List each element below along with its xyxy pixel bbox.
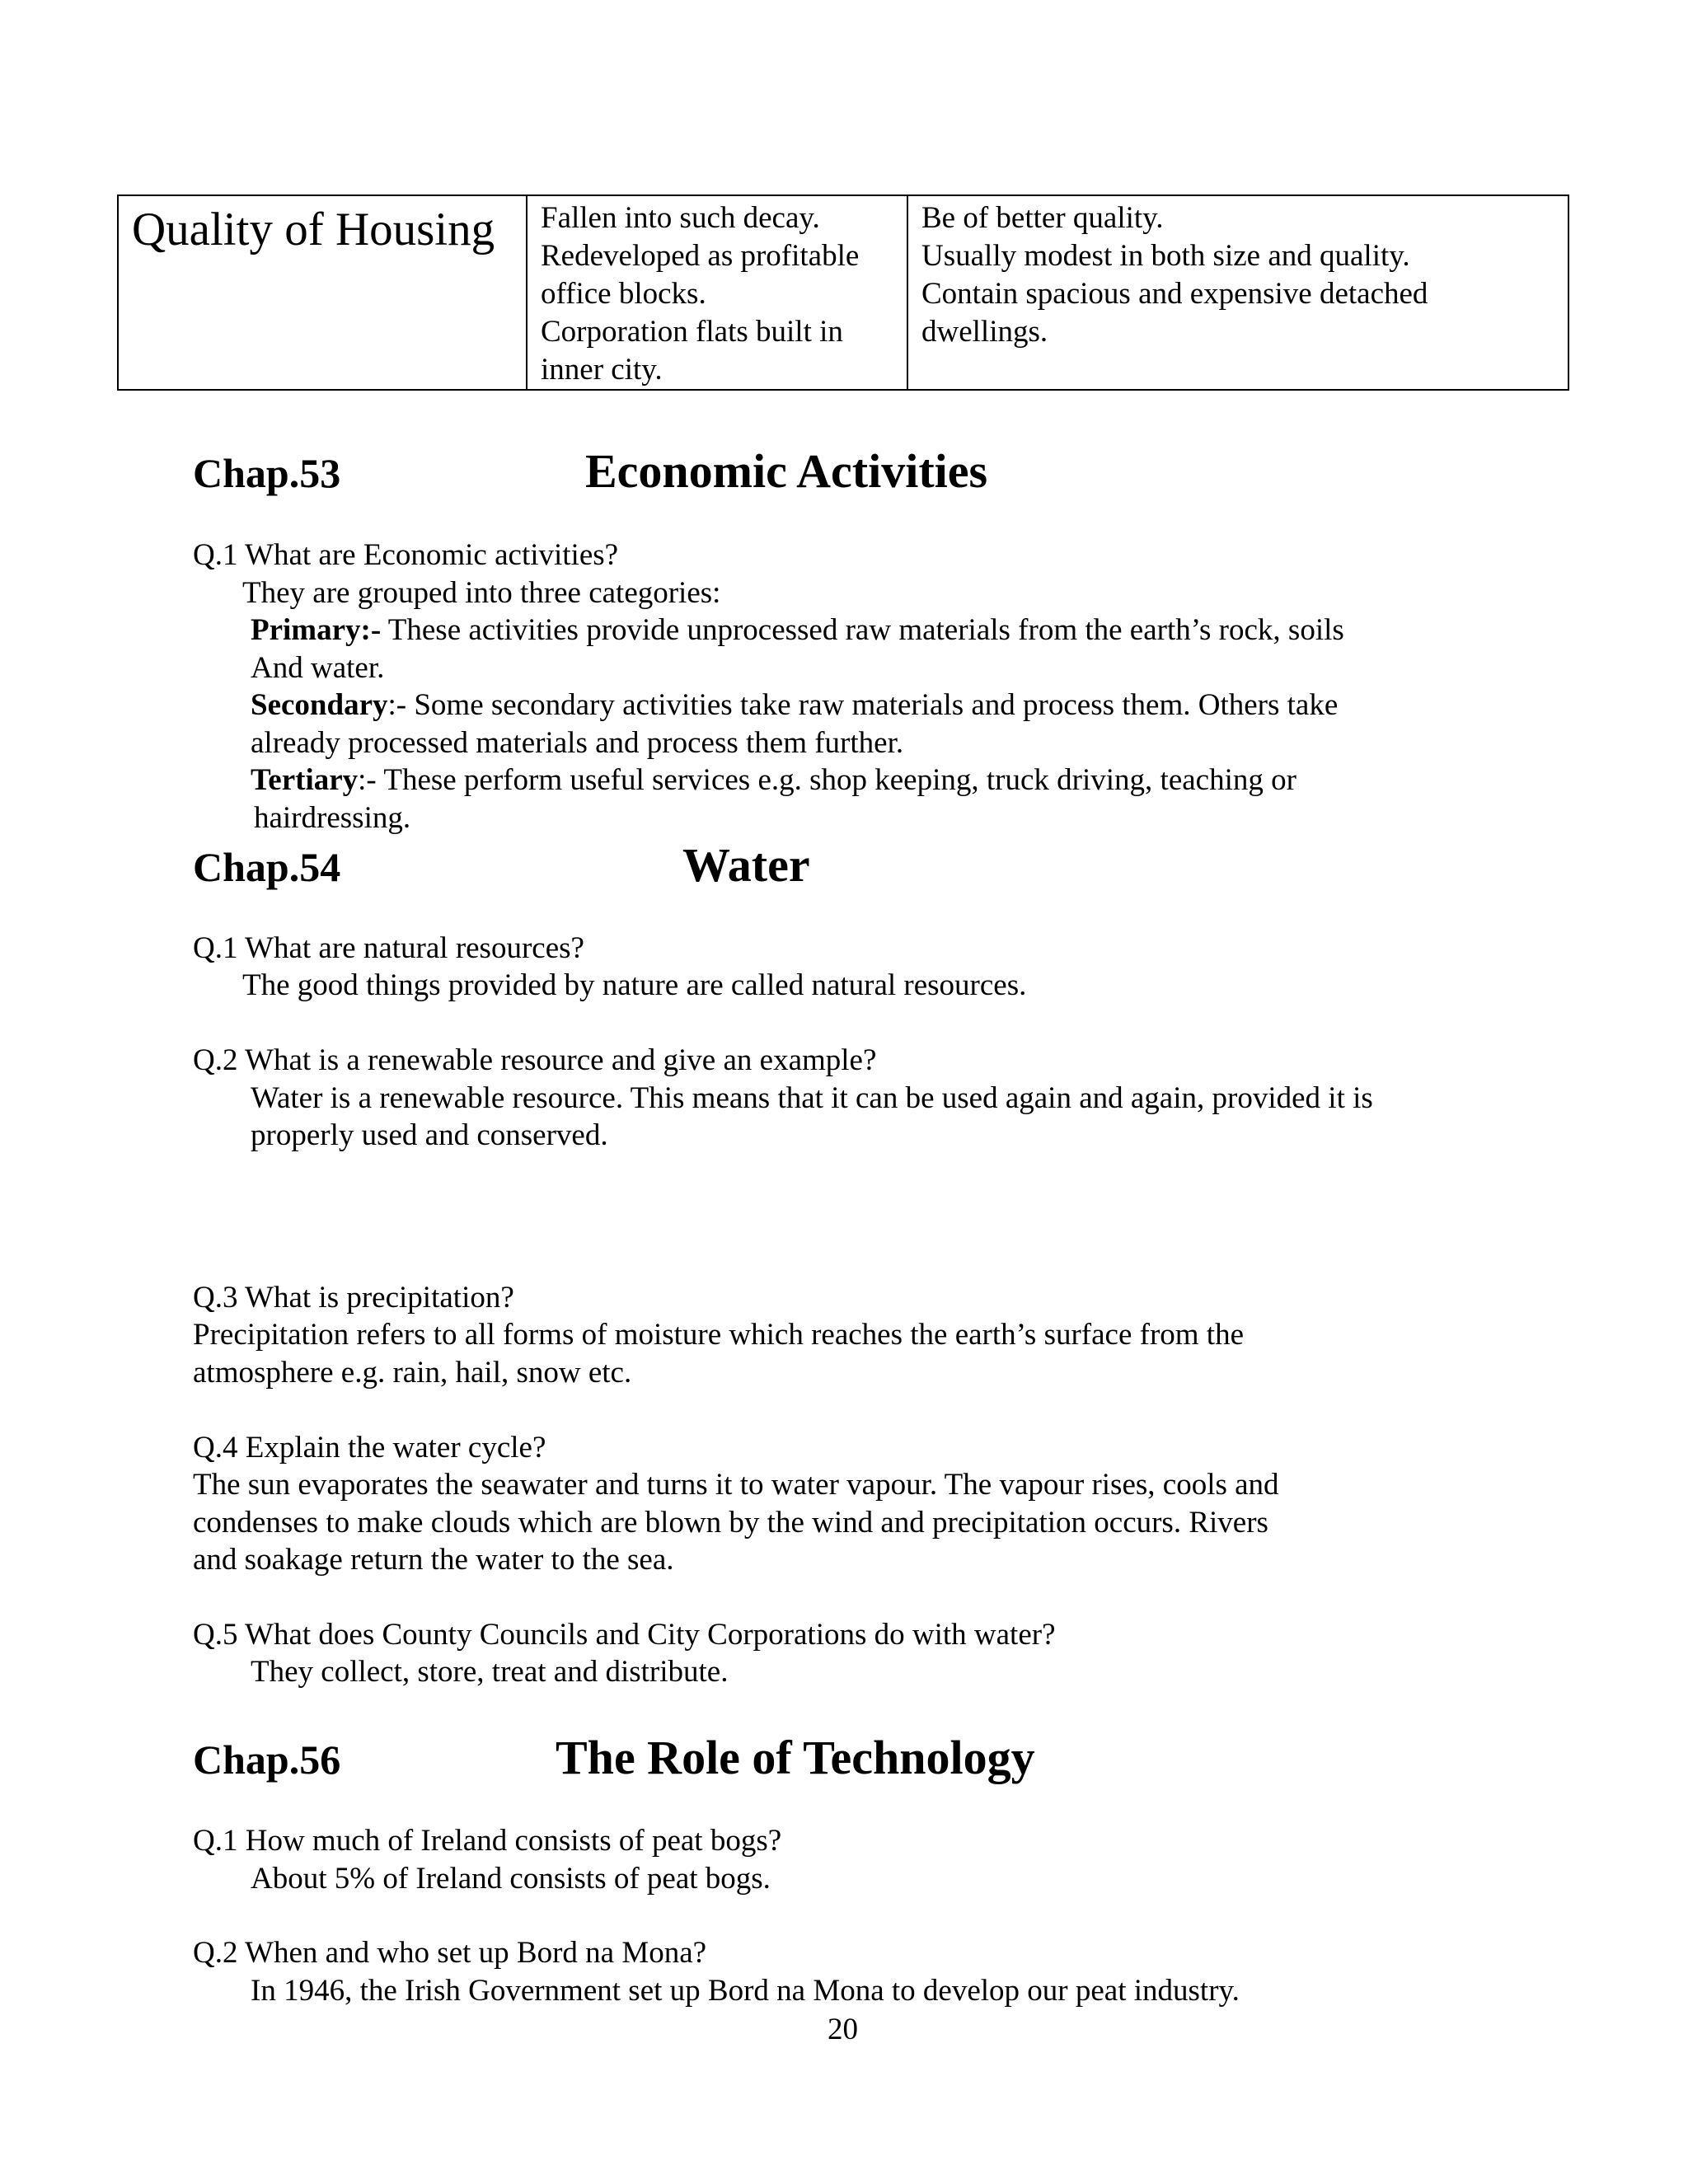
term-label: Primary:- [251, 613, 382, 647]
question: Q.5 What does County Councils and City Corporations do with water? [193, 1618, 1056, 1652]
chapter-title: Economic Activities [585, 444, 988, 498]
answer: About 5% of Ireland consists of peat bogs. [251, 1862, 771, 1896]
cell-line: Be of better quality. [921, 201, 1164, 235]
cell-line: Contain spacious and expensive detached [921, 277, 1428, 311]
question: Q.4 Explain the water cycle? [193, 1431, 546, 1465]
cell-line: Fallen into such decay. [541, 201, 820, 235]
answer: properly used and conserved. [251, 1118, 608, 1152]
answer-secondary [251, 687, 1338, 724]
answer: condenses to make clouds which are blown by the wind and precipitation occurs. Rivers [193, 1506, 1268, 1540]
table-row [118, 195, 1568, 390]
inner-city-cell [527, 195, 907, 390]
chapter-number: Chap.54 [193, 844, 341, 890]
question: Q.1 What are Economic activities? [193, 538, 619, 572]
answer: In 1946, the Irish Government set up Bord na Mona to develop our peat industry. [251, 1974, 1240, 2008]
answer-tertiary [251, 762, 1296, 799]
answer-primary [251, 612, 1344, 649]
cell-line: Redeveloped as profitable [541, 239, 860, 273]
question: Q.2 When and who set up Bord na Mona? [193, 1936, 707, 1970]
housing-comparison-table [117, 194, 1569, 391]
answer: Precipitation refers to all forms of moisture which reaches the earth’s surface from the [193, 1318, 1245, 1352]
row-label-cell [118, 195, 527, 390]
term-label: Tertiary [251, 763, 359, 797]
row-label: Quality of Housing [132, 204, 495, 255]
cell-line: inner city. [541, 353, 663, 387]
answer: already processed materials and process them further. [251, 726, 904, 760]
page-number: 20 [828, 2013, 858, 2046]
answer: hairdressing. [254, 801, 411, 835]
chapter-number: Chap.56 [193, 1736, 341, 1783]
chapter-number: Chap.53 [193, 450, 341, 496]
term-text: These activities provide unprocessed raw materials from the earth’s rock, soils [381, 613, 1344, 647]
answer: They collect, store, treat and distribute. [251, 1655, 729, 1689]
question: Q.1 What are natural resources? [193, 931, 584, 965]
question: Q.2 What is a renewable resource and give an example? [193, 1043, 877, 1077]
cell-line: Corporation flats built in [541, 315, 843, 349]
term-label: Secondary [251, 688, 388, 722]
term-text: :- These perform useful services e.g. shop keeping, truck driving, teaching or [358, 763, 1296, 797]
question: Q.3 What is precipitation? [193, 1281, 514, 1315]
answer: And water. [251, 651, 385, 685]
answer: and soakage return the water to the sea. [193, 1543, 674, 1577]
cell-line: office blocks. [541, 277, 706, 311]
chapter-title: Water [682, 838, 810, 892]
answer: Water is a renewable resource. This means that it can be used again and again, provided it is [251, 1081, 1373, 1115]
chapter-title: The Role of Technology [556, 1731, 1035, 1784]
question: Q.1 How much of Ireland consists of peat bogs? [193, 1824, 782, 1858]
term-text: :- Some secondary activities take raw materials and process them. Others take [387, 688, 1339, 722]
answer: The good things provided by nature are called natural resources. [242, 968, 1027, 1002]
answer: They are grouped into three categories: [242, 576, 721, 610]
cell-line: Usually modest in both size and quality. [921, 239, 1410, 273]
suburbs-cell [907, 195, 1568, 390]
cell-line: dwellings. [921, 315, 1048, 349]
answer: The sun evaporates the seawater and turns it to water vapour. The vapour rises, cools and [193, 1468, 1279, 1502]
answer: atmosphere e.g. rain, hail, snow etc. [193, 1356, 632, 1390]
